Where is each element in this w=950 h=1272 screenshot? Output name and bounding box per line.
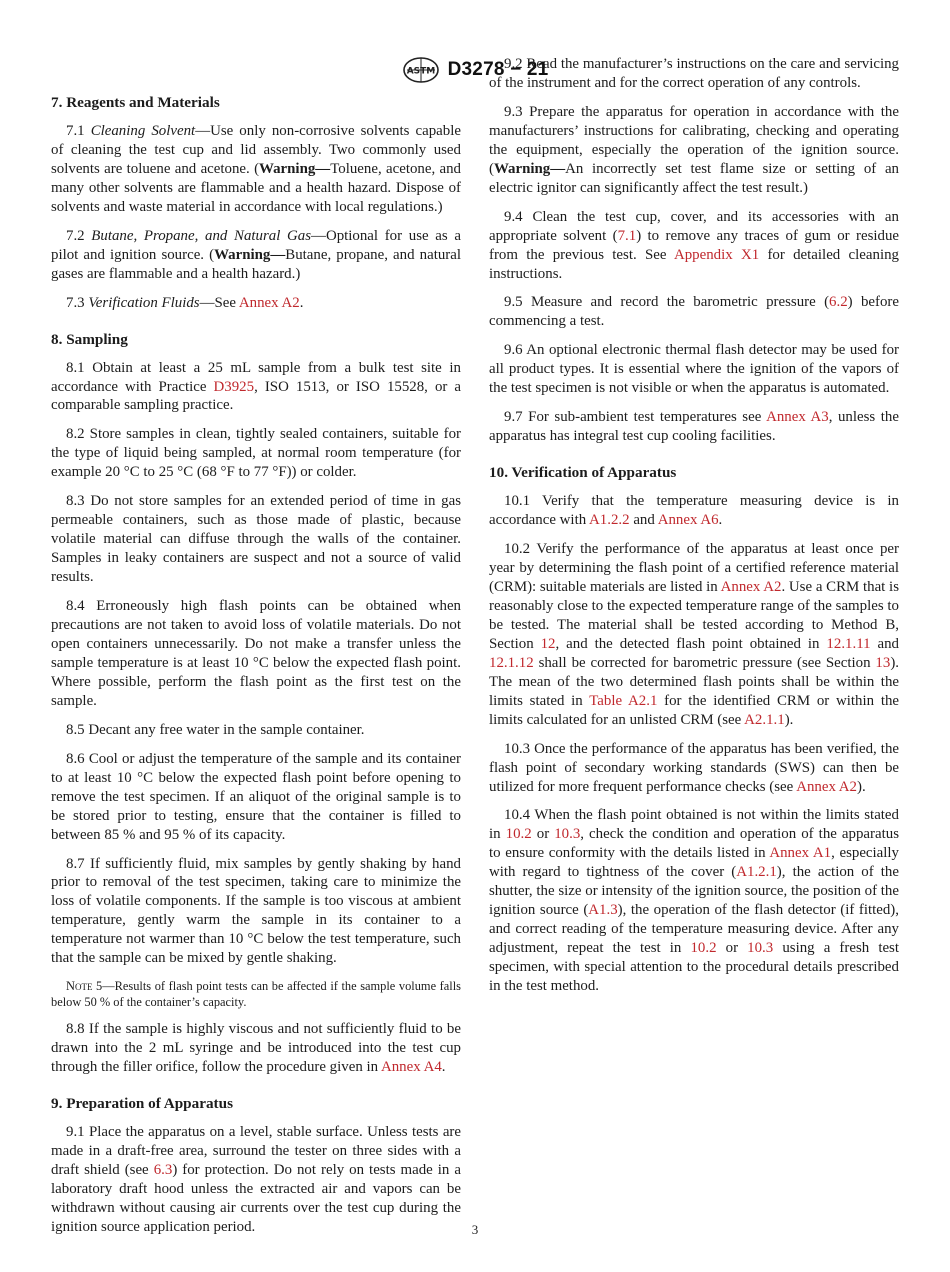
link-table-a2-1[interactable]: Table A2.1: [589, 692, 658, 709]
paragraph-9-4: 9.4 Clean the test cup, cover, and its accessories with an appropriate solvent (7.1) to remove any traces of gum or residue from the previous test. See Appendix X1 for detailed cleaning instructions.: [489, 208, 899, 282]
link-6-3[interactable]: 6.3: [153, 1161, 173, 1178]
note-5: Note 5—Results of flash point tests can be affected if the sample volume falls below 50 % of the container’s capacity.: [51, 979, 461, 1010]
link-a1-2-1[interactable]: A1.2.1: [736, 864, 777, 881]
link-annex-a2[interactable]: Annex A2: [796, 778, 857, 795]
link-10-2[interactable]: 10.2: [505, 826, 532, 843]
link-a2-1-1[interactable]: A2.1.1: [744, 711, 785, 728]
paragraph-8-2: 8.2 Store samples in clean, tightly sealed containers, suitable for the type of liquid being sampled, at normal room temperature (for example 20 °C to 25 °C (68 °F to 77 °F)) or colder.: [51, 426, 461, 481]
paragraph-10-3: 10.3 Once the performance of the apparatus has been verified, the flash point of secondary working standards (SWS) can then be utilized for more frequent performance checks (see Annex A2).: [489, 740, 899, 795]
paragraph-9-3: 9.3 Prepare the apparatus for operation in accordance with the manufacturers’ instructions for calibrating, checking and operating the equipment, especially the operation of the ignition source. (Warning—An incorrectly set test flame size or setting of an electric ignitor can significantly affect the test result.): [489, 103, 899, 196]
link-6-2[interactable]: 6.2: [829, 294, 848, 311]
link-d3925[interactable]: D3925: [213, 378, 255, 395]
paragraph-7-2: 7.2 Butane, Propane, and Natural Gas—Optional for use as a pilot and ignition source. (Warning—Butane, propane, and natural gases are flammable and a health hazard.): [51, 227, 461, 282]
link-12-1-12[interactable]: 12.1.12: [489, 654, 534, 671]
paragraph-10-4: 10.4 When the flash point obtained is not within the limits stated in 10.2 or 10.3, check the condition and operation of the apparatus to ensure conformity with the details listed in Annex A1, especially with regard to tightness of the cover (A1.2.1), the action of the shutter, the size or intensity of the ignition source, the position of the ignition source (A1.3), the operation of the flash detector (if fitted), and correct reading of the temperature measuring device. After any adjustment, repeat the test in 10.2 or 10.3 using a fresh test specimen, with special attention to the procedural details prescribed in the test method.: [489, 807, 899, 995]
paragraph-9-2: 9.2 Read the manufacturer’s instructions on the care and servicing of the instrument and for the correct operation of any controls.: [489, 56, 899, 91]
paragraph-10-1: 10.1 Verify that the temperature measuring device is in accordance with A1.2.2 and Annex A6.: [489, 493, 899, 529]
link-10-3[interactable]: 10.3: [747, 940, 774, 957]
link-section-12[interactable]: 12: [540, 635, 556, 652]
link-annex-a1[interactable]: Annex A1: [769, 845, 832, 862]
paragraph-7-1: 7.1 Cleaning Solvent—Use only non-corrosive solvents capable of cleaning the test cup and lid assembly. Two commonly used solvents are toluene and acetone. (Warning—Toluene, acetone, and many other solvents are flammable and a health hazard. Dispose of solvents and waste material in accordance with local regulations.): [51, 123, 461, 215]
paragraph-9-5: 9.5 Measure and record the barometric pressure (6.2) before commencing a test.: [489, 294, 899, 330]
paragraph-9-7: 9.7 For sub-ambient test temperatures see Annex A3, unless the apparatus has integral test cup cooling facilities.: [489, 409, 899, 445]
link-a1-2-2[interactable]: A1.2.2: [589, 512, 630, 529]
paragraph-8-6: 8.6 Cool or adjust the temperature of the sample and its container to at least 10 °C below the expected flash point before opening to remove the test specimen. If an aliquot of the original sample is to be stored prior to testing, ensure that the container is filled to between 85 % and 95 % of its capacity.: [51, 750, 461, 843]
page-number: 3: [471, 1222, 479, 1237]
link-annex-a2[interactable]: Annex A2: [238, 294, 300, 311]
section-8-heading: 8. Sampling: [51, 330, 128, 348]
link-10-3[interactable]: 10.3: [554, 826, 581, 843]
link-annex-a3[interactable]: Annex A3: [766, 409, 829, 426]
link-annex-a2[interactable]: Annex A2: [720, 578, 782, 595]
paragraph-10-2: 10.2 Verify the performance of the apparatus at least once per year by determining the flash point of a certified reference material (CRM): suitable materials are listed in Annex A2. Use a CRM that is reasonably close to the expected temperature range of the samples to be tested. The material shall be tested according to Method B, Section 12, and the detected flash point obtained in 12.1.11 and 12.1.12 shall be corrected for barometric pressure (see Section 13). The mean of the two determined flash points shall be within the limits stated in Table A2.1 for the identified CRM or within the limits calculated for an unlisted CRM (see A2.1.1).: [489, 541, 900, 728]
section-7-heading: 7. Reagents and Materials: [51, 94, 220, 111]
left-column: [51, 93, 461, 1237]
astm-logo-icon: [402, 56, 440, 84]
link-appendix-x1[interactable]: Appendix X1: [673, 246, 760, 263]
paragraph-9-1: 9.1 Place the apparatus on a level, stable surface. Unless tests are made in a draft-free area, surround the tester on three sides with a draft shield (see 6.3) for protection. Do not rely on tests made in a laboratory draft hood unless the extracted air and vapors can be withdrawn without causing air currents over the test cup during the ignition source application period.: [51, 1124, 461, 1235]
document-designation: D3278 − 21: [447, 59, 549, 80]
paragraph-8-5: 8.5 Decant any free water in the sample container.: [66, 721, 365, 738]
link-annex-a4[interactable]: Annex A4: [380, 1059, 442, 1076]
section-9-heading: 9. Preparation of Apparatus: [51, 1095, 233, 1113]
section-10-heading: 10. Verification of Apparatus: [489, 464, 677, 482]
paragraph-8-8: 8.8 If the sample is highly viscous and not sufficiently fluid to be drawn into the 2 mL syringe and be introduced into the test cup through the filler orifice, follow the procedure given in Annex A4.: [51, 1021, 461, 1076]
link-annex-a6[interactable]: Annex A6: [657, 512, 719, 529]
svg-text:ASTM: ASTM: [406, 66, 435, 77]
paragraph-8-7: 8.7 If sufficiently fluid, mix samples by gently shaking by hand prior to removal of the test specimen, taking care to minimize the loss of volatile components. If the sample is too viscous at ambient temperature, gently warm the sample in its container to a temperature not warmer than 10 °C below the test temperature, such that the sample can be mixed by gentle shaking.: [51, 855, 461, 967]
link-12-1-11[interactable]: 12.1.11: [826, 635, 871, 652]
link-a1-3[interactable]: A1.3: [588, 902, 618, 919]
link-section-13[interactable]: 13: [875, 654, 891, 671]
paragraph-7-3: 7.3 Verification Fluids—See Annex A2.: [66, 294, 304, 311]
link-10-2[interactable]: 10.2: [690, 940, 717, 957]
paragraph-8-3: 8.3 Do not store samples for an extended period of time in gas permeable containers, such as those made of plastic, because volatile material can diffuse through the walls of the container. Samples in leaky containers are suspect and not a source of valid results.: [51, 493, 461, 586]
paragraph-8-4: 8.4 Erroneously high flash points can be obtained when precautions are not taken to avoid loss of volatile materials. Do not open containers unnecessarily. Do not make a transfer unless the sample temperature is at least 10 °C below the expected flash point. Where possible, perform the flash point as the first test on the sample.: [51, 598, 461, 709]
paragraph-9-6: 9.6 An optional electronic thermal flash detector may be used for all product types. It is essential where the ignition of the vapors of the test specimen is not visible or when the apparatus is automated.: [489, 342, 899, 397]
link-7-1[interactable]: 7.1: [617, 227, 637, 244]
paragraph-8-1: 8.1 Obtain at least a 25 mL sample from a bulk test site in accordance with Practice D3925, ISO 1513, or ISO 15528, or a comparable sampling practice.: [51, 359, 462, 414]
